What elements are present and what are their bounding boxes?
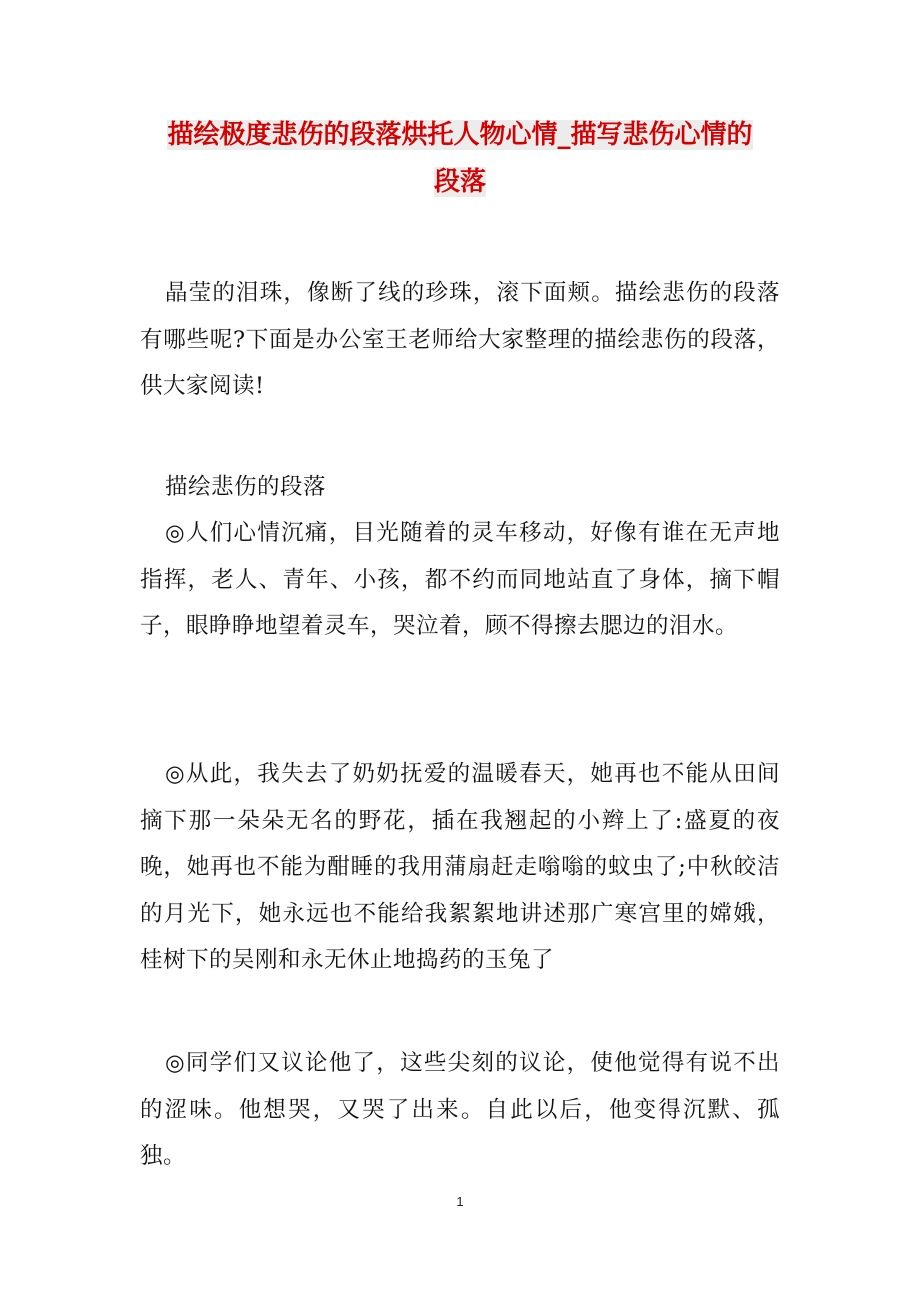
body-paragraph-2: ◎从此，我失去了奶奶抚爱的温暖春天，她再也不能从田间摘下那一朵朵无名的野花，插在我翘起的小辫上了:盛夏的夜晚，她再也不能为酣睡的我用蒲扇赶走嗡嗡的蚊虫了;中秋皎洁的月光下，她永远也不能给我絮絮地讲述那广寒宫里的嫦娥，桂树下的吴刚和永无休止地捣药的玉兔了 bbox=[140, 761, 780, 973]
document-title bbox=[140, 112, 780, 206]
section-subheading: 描绘悲伤的段落 bbox=[165, 474, 327, 500]
body-paragraph-3: ◎同学们又议论他了，这些尖刻的议论，使他觉得有说不出的涩味。他想哭，又哭了出来。自此以后，他变得沉默、孤独。 bbox=[140, 1050, 780, 1169]
intro-paragraph: 晶莹的泪珠，像断了线的珍珠，滚下面颊。描绘悲伤的段落有哪些呢?下面是办公室王老师给大家整理的描绘悲伤的段落，供大家阅读! bbox=[140, 280, 780, 399]
body-paragraph-1: ◎人们心情沉痛，目光随着的灵车移动，好像有谁在无声地指挥，老人、青年、小孩，都不约而同地站直了身体，摘下帽子，眼睁睁地望着灵车，哭泣着，顾不得擦去腮边的泪水。 bbox=[140, 520, 780, 639]
title-line-2: 段落 bbox=[433, 167, 486, 197]
page-number: 1 bbox=[456, 1194, 464, 1209]
title-line-1: 描绘极度悲伤的段落烘托人物心情_描写悲伤心情的 bbox=[167, 120, 753, 150]
